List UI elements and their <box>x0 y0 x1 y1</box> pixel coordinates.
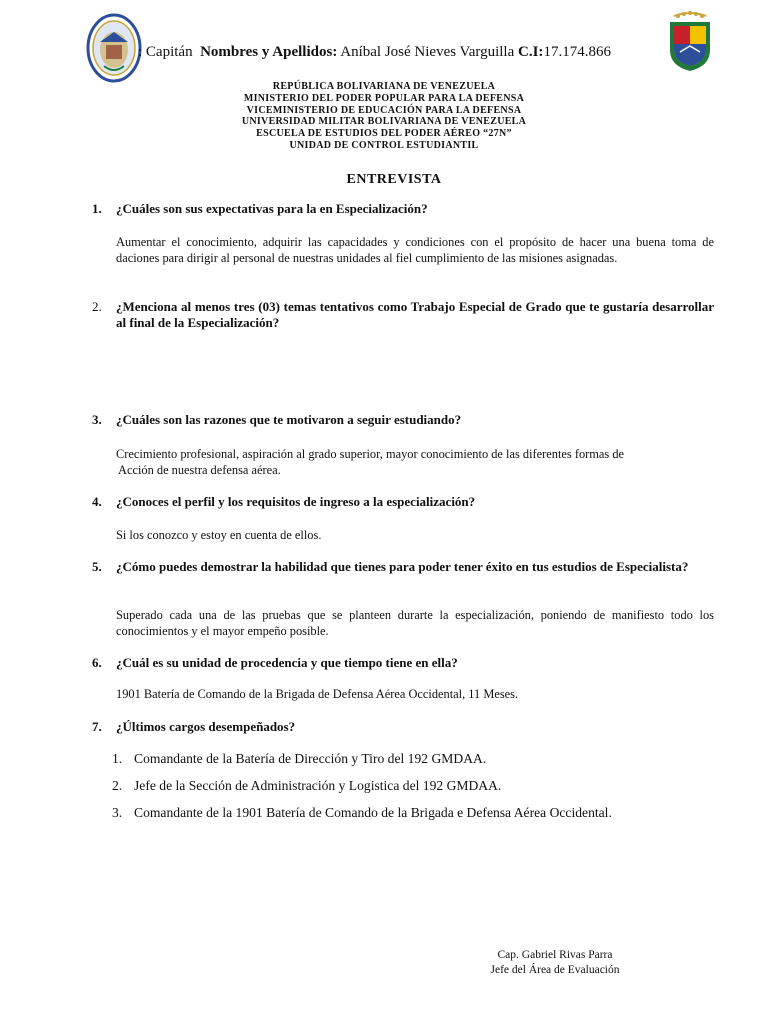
list-item-number: 2. <box>112 778 123 793</box>
student-info-line <box>138 44 611 61</box>
question-text: ¿Cuál es su unidad de procedencia y que tiempo tiene en ella? <box>116 655 458 670</box>
institution-line: MINISTERIO DEL PODER POPULAR PARA LA DEFENSA <box>243 92 525 104</box>
question-number: 3. <box>92 412 102 427</box>
institution-header <box>0 81 768 152</box>
answer-4: Si los conozco y estoy en cuenta de ellos. <box>116 528 322 542</box>
list-item-number: 1. <box>112 751 123 766</box>
name-label: Nombres y Apellidos: <box>200 44 338 60</box>
list-item-text: Comandante de la 1901 Batería de Comando de la Brigada e Defensa Aérea Occidental. <box>134 805 612 820</box>
document-title: ENTREVISTA <box>346 172 442 187</box>
question-number: 5. <box>92 559 102 574</box>
signatory-role: Jefe del Área de Evaluación <box>490 964 620 976</box>
university-seal-logo <box>86 12 142 84</box>
question-text: ¿Últimos cargos desempeñados? <box>116 719 296 734</box>
question-number: 4. <box>92 494 102 509</box>
answer-line: Crecimiento profesional, aspiración al grado superior, mayor conocimiento de las diferentes formas de <box>116 447 625 461</box>
list-item-number: 3. <box>112 805 123 820</box>
question-text: ¿Conoces el perfil y los requisitos de ingreso a la especialización? <box>116 494 476 509</box>
answer-6: 1901 Batería de Comando de la Brigada de Defensa Aérea Occidental, 11 Meses. <box>116 687 519 701</box>
institution-line: UNIVERSIDAD MILITAR BOLIVARIANA DE VENEZUELA <box>241 116 527 128</box>
ci-value: 17.174.866 <box>543 44 611 60</box>
answer-line: Acción de nuestra defensa aérea. <box>118 463 281 478</box>
answer-3 <box>116 446 714 479</box>
military-shield-logo <box>666 10 714 72</box>
rank-prefix: : Capitán <box>138 44 193 60</box>
question-text: ¿Cómo puedes demostrar la habilidad que tienes para poder tener éxito en tus estudios de Especialista? <box>116 559 689 574</box>
list-item-text: Jefe de la Sección de Administración y Logistica del 192 GMDAA. <box>134 778 502 793</box>
institution-line: REPÚBLICA BOLIVARIANA DE VENEZUELA <box>272 81 496 92</box>
question-text: ¿Menciona al menos tres (03) temas tentativos como Trabajo Especial de Grado que te gustaría desarrollar al final de la Especialización? <box>116 299 714 330</box>
answer-5: Superado cada una de las pruebas que se planteen durarte la especialización, poniendo de manifiesto todo los conocimientos y el mayor empeño posible. <box>116 608 714 639</box>
institution-line: UNIDAD DE CONTROL ESTUDIANTIL <box>289 139 479 151</box>
question-text: ¿Cuáles son sus expectativas para la en Especialización? <box>116 201 428 216</box>
signatory-name: Cap. Gabriel Rivas Parra <box>497 949 613 961</box>
question-number: 1. <box>92 201 102 216</box>
question-number: 6. <box>92 655 102 670</box>
answer-1: Aumentar el conocimiento, adquirir las capacidades y condiciones con el propósito de hacer una buena toma de daciones para dirigir al personal de nuestras unidades al fiel cumplimiento de las misiones asignadas. <box>116 235 714 266</box>
institution-line: ESCUELA DE ESTUDIOS DEL PODER AÉREO “27N” <box>256 128 512 140</box>
signature-block <box>470 948 640 978</box>
list-item-text: Comandante de la Batería de Dirección y Tiro del 192 GMDAA. <box>134 751 487 766</box>
name-value: Aníbal José Nieves Varguilla <box>340 44 515 60</box>
ci-label: C.I: <box>518 44 544 60</box>
question-text: ¿Cuáles son las razones que te motivaron a seguir estudiando? <box>116 412 462 427</box>
institution-line: VICEMINISTERIO DE EDUCACIÓN PARA LA DEFENSA <box>246 104 522 116</box>
question-number: 2. <box>92 299 102 314</box>
question-number: 7. <box>92 719 102 734</box>
